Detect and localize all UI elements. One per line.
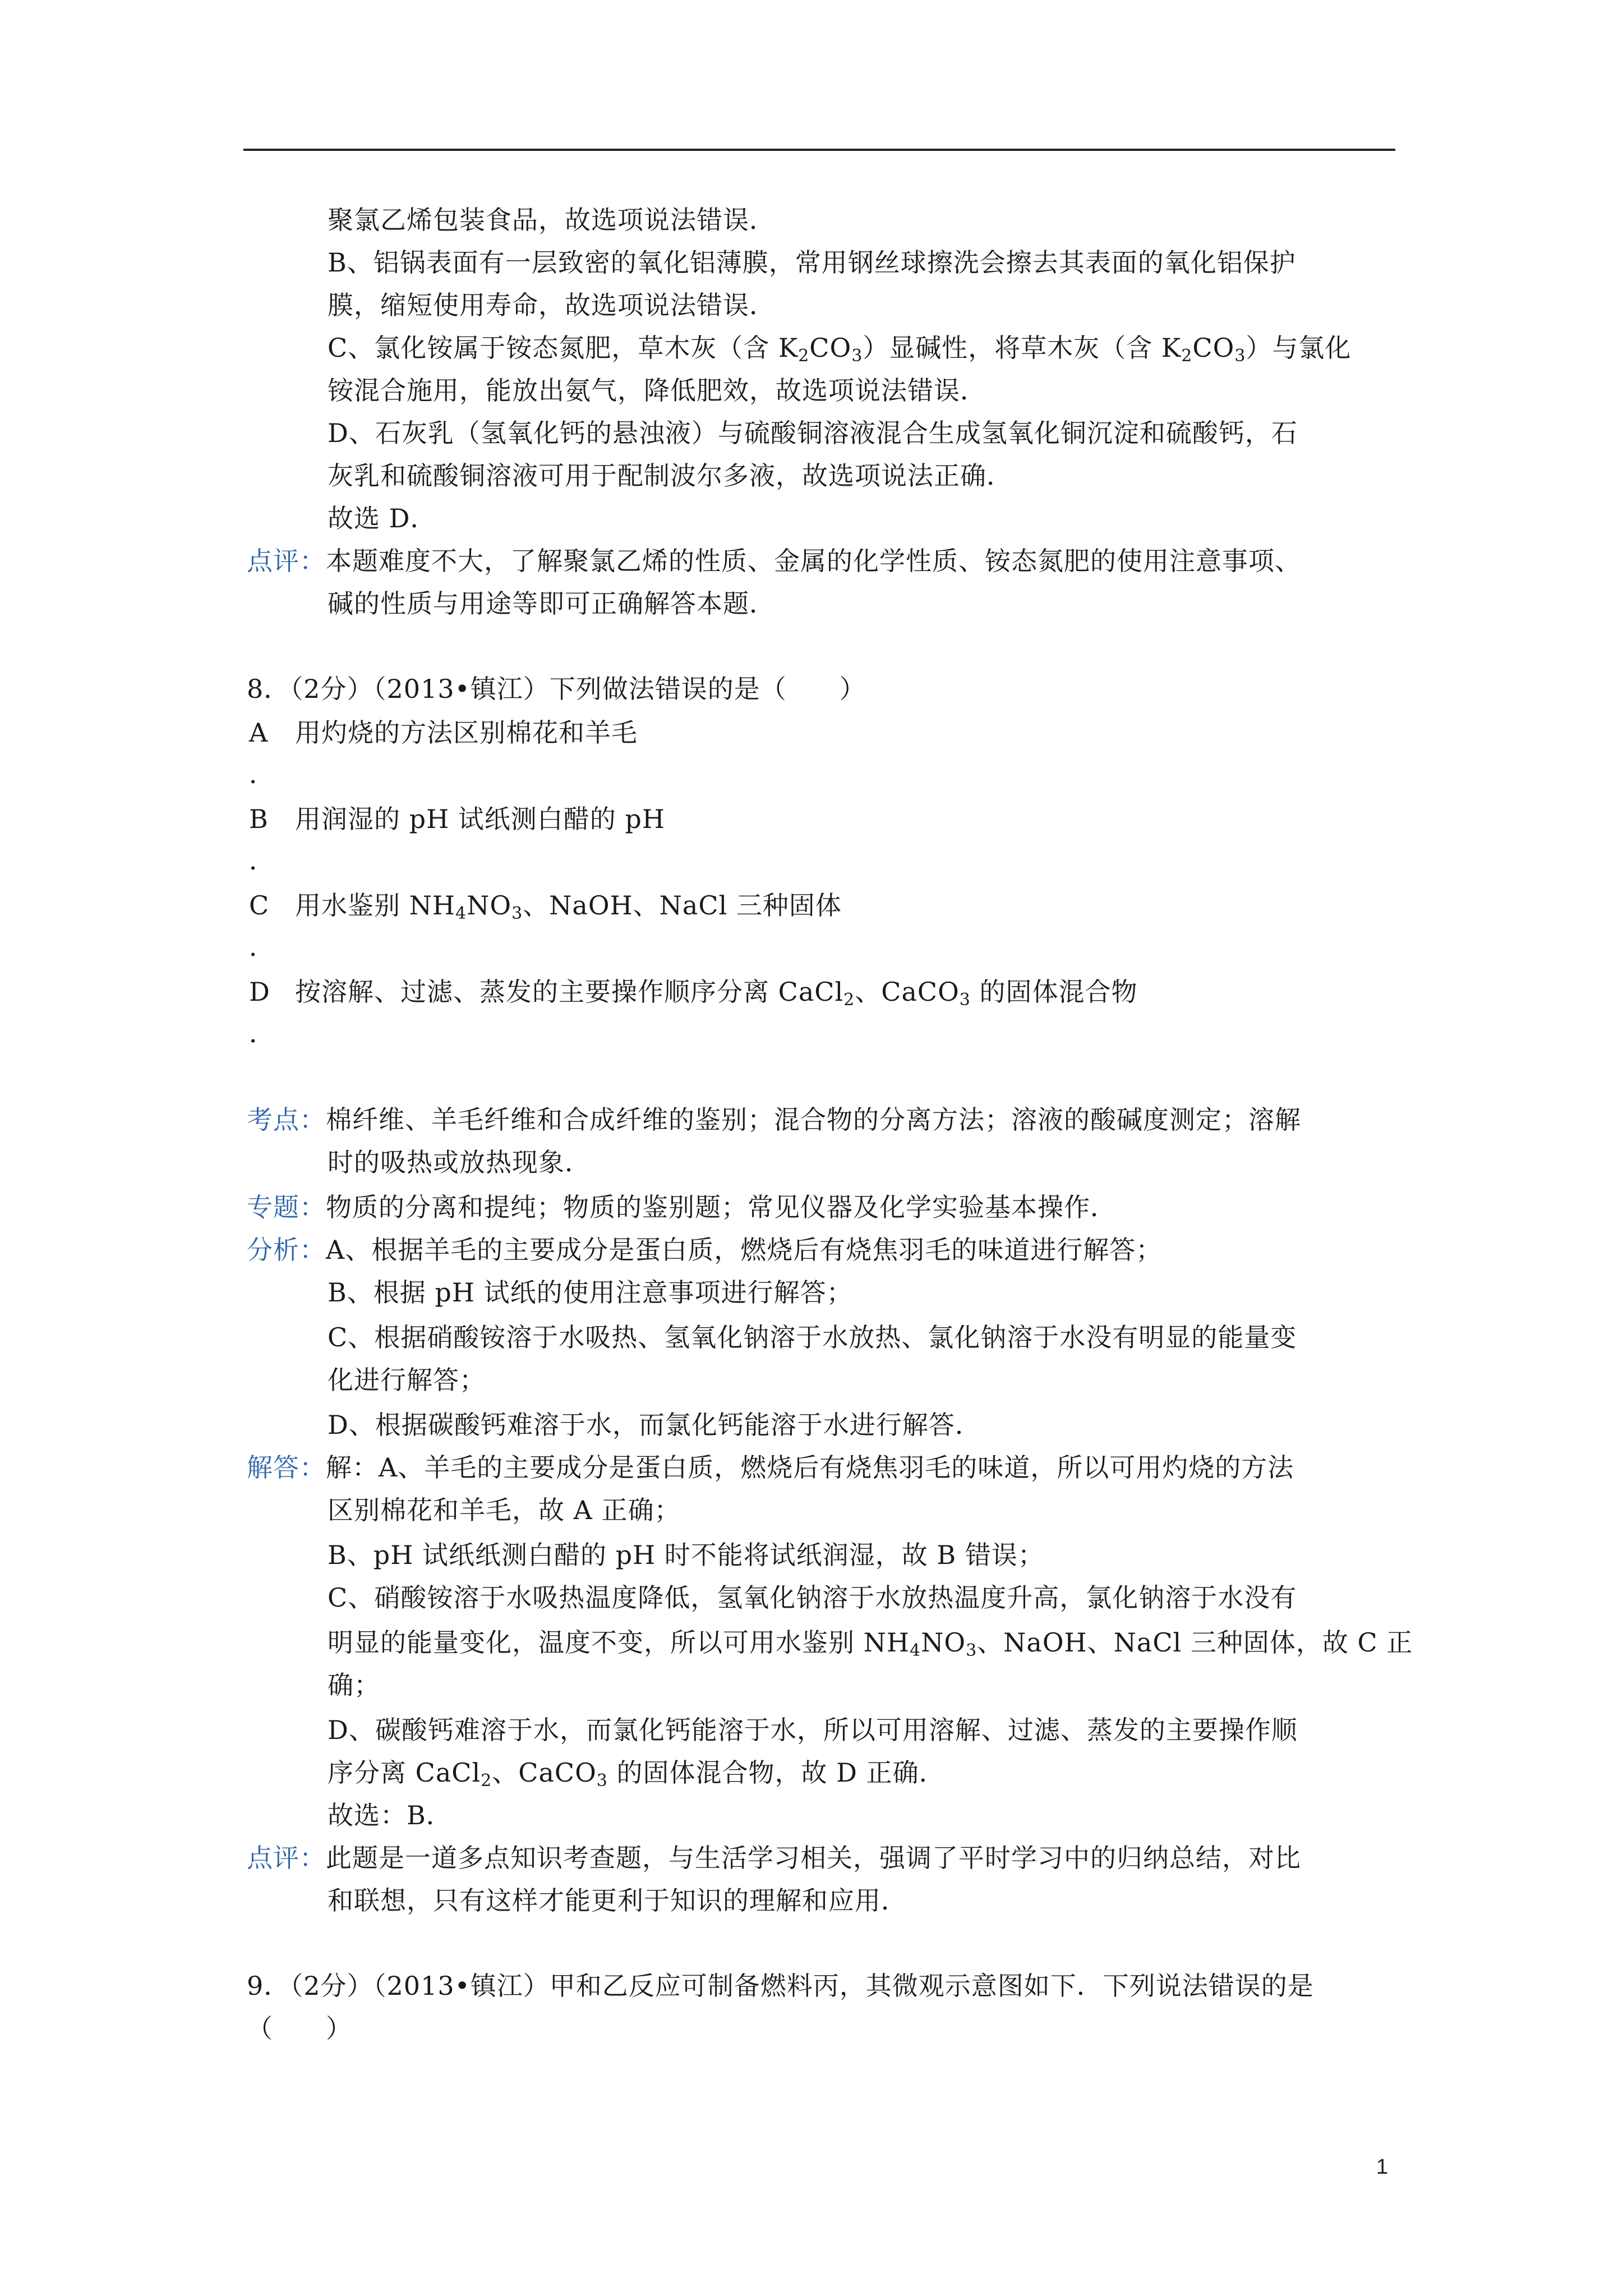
prev-b-line-2: 膜，缩短使用寿命，故选项说法错误． — [328, 290, 776, 320]
q8-jieda-line-5: 明显的能量变化，温度不变，所以可用水鉴别 $NH_4NO_3$、NaOH、NaCl 三种固体，故 C 正 — [328, 1627, 1413, 1660]
prev-c-line-1: C、氯化铵属于铵态氮肥，草木灰（含 $K_2CO_3$）显碱性，将草木灰（含 $K_2CO_3$）与氯化 — [328, 333, 1352, 366]
q8-option-a-dot: ． — [249, 759, 275, 789]
prev-choose: 故选 D． — [328, 503, 437, 533]
prev-d-line-2: 灰乳和硫酸铜溶液可用于配制波尔多液，故选项说法正确． — [328, 461, 1013, 491]
dianping-label: 点评： — [247, 1843, 326, 1873]
page-number: 1 — [1376, 2155, 1389, 2179]
q8-jieda-line-2: 区别棉花和羊毛，故 A 正确； — [328, 1495, 681, 1525]
prev-a-tail: 聚氯乙烯包装食品，故选项说法错误． — [328, 205, 776, 235]
q8-fenxi-line-3: C、根据硝酸铵溶于水吸热、氢氧化钠溶于水放热、氯化钠溶于水没有明显的能量变 — [328, 1322, 1297, 1352]
prev-d-line-1: D、石灰乳（氢氧化钙的悬浊液）与硫酸铜溶液混合生成氢氧化铜沉淀和硫酸钙，石 — [328, 418, 1298, 448]
q8-jieda-line-1: 解答：解：A、羊毛的主要成分是蛋白质，燃烧后有烧焦羽毛的味道，所以可用灼烧的方法 — [247, 1452, 1294, 1483]
prev-comment-line-1: 点评：本题难度不大，了解聚氯乙烯的性质、金属的化学性质、铵态氮肥的使用注意事项、 — [247, 546, 1301, 576]
q8-jieda-line-7: D、碳酸钙难溶于水，而氯化钙能溶于水，所以可用溶解、过滤、蒸发的主要操作顺 — [328, 1715, 1298, 1745]
q9-stem-line-2: （ ） — [247, 2013, 352, 2044]
kaodian-label: 考点： — [247, 1105, 326, 1135]
q8-jieda-line-6: 确； — [328, 1670, 380, 1700]
q8-kaodian-line-1: 考点：棉纤维、羊毛纤维和合成纤维的鉴别；混合物的分离方法；溶液的酸碱度测定；溶解 — [247, 1105, 1301, 1135]
q8-jieda-line-8: 序分离 CaCl$_2$、CaCO$_3$ 的固体混合物，故 D 正确． — [328, 1757, 946, 1791]
q8-kaodian-line-2: 时的吸热或放热现象． — [328, 1147, 591, 1177]
prev-c-line-2: 铵混合施用，能放出氨气，降低肥效，故选项说法错误． — [328, 375, 986, 406]
q8-fenxi-line-1: 分析：A、根据羊毛的主要成分是蛋白质，燃烧后有烧焦羽毛的味道进行解答； — [247, 1235, 1163, 1265]
q8-jieda-line-4: C、硝酸铵溶于水吸热温度降低，氢氧化钠溶于水放热温度升高，氯化钠溶于水没有 — [328, 1582, 1297, 1613]
q9-stem-line-1: 9．（2分）（2013•镇江）甲和乙反应可制备燃料丙，其微观示意图如下．下列说法错误的是 — [247, 1971, 1314, 2001]
q8-jieda-line-3: B、pH 试纸纸测白醋的 pH 时不能将试纸润湿，故 B 错误； — [328, 1540, 1044, 1570]
q8-zhuanti: 专题：物质的分离和提纯；物质的鉴别题；常见仪器及化学实验基本操作． — [247, 1192, 1117, 1222]
q8-stem: 8．（2分）（2013•镇江）下列做法错误的是（ ） — [247, 674, 866, 704]
q8-fenxi-line-5: D、根据碳酸钙难溶于水，而氯化钙能溶于水进行解答． — [328, 1410, 981, 1440]
comment-label: 点评： — [247, 546, 326, 576]
q8-fenxi-line-2: B、根据 pH 试纸的使用注意事项进行解答； — [328, 1277, 853, 1308]
prev-b-line-1: B、铝锅表面有一层致密的氧化铝薄膜，常用钢丝球擦洗会擦去其表面的氧化铝保护 — [328, 247, 1296, 278]
q8-dianping-line-2: 和联想，只有这样才能更利于知识的理解和应用． — [328, 1885, 907, 1916]
q8-jieda-line-9: 故选：B． — [328, 1800, 453, 1830]
header-rule — [243, 149, 1395, 151]
q8-option-c-dot: ． — [249, 932, 275, 962]
jieda-label: 解答： — [247, 1452, 326, 1483]
prev-comment-line-2: 碱的性质与用途等即可正确解答本题． — [328, 588, 776, 619]
q8-dianping-line-1: 点评：此题是一道多点知识考查题，与生活学习相关，强调了平时学习中的归纳总结，对比 — [247, 1843, 1301, 1873]
zhuanti-label: 专题： — [247, 1192, 326, 1222]
q8-option-b-dot: ． — [249, 845, 275, 876]
q8-option-d-dot: ． — [249, 1018, 275, 1048]
fenxi-label: 分析： — [247, 1235, 326, 1265]
q8-fenxi-line-4: 化进行解答； — [328, 1365, 486, 1395]
